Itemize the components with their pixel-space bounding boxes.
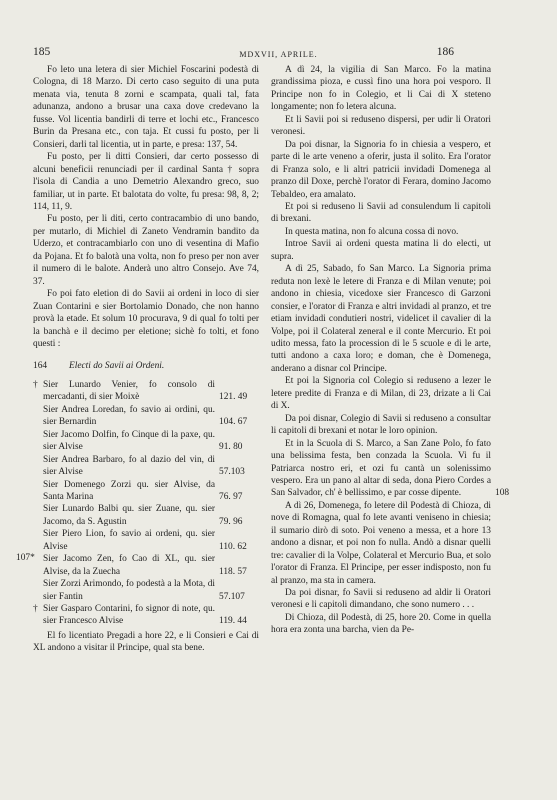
paragraph: Fo leto una letera di sier Michiel Foscarini podestà di Cologna, di 18 Marzo. Di certo caso seguito di una puta menata via, tenuta 8 zorni e scampata, quali tal, fata adunanza, andono a brusar una caxa dove credevano la fusse. Vol licentia bandirli di terre et lochi etc., Francesco Burin da Presana etc., con taja. Et cussi fu posto, per li Consieri, darli tal licentia, ut in parte, e presa: 137, 54. (33, 65, 259, 150)
election-entry (33, 479, 259, 504)
vote-count: 91. 80 (219, 442, 243, 453)
dagger-mark: † (33, 379, 38, 390)
section-title: Electi do Savii ai Ordeni. (69, 361, 165, 372)
election-entry (33, 578, 259, 603)
election-entry (33, 404, 259, 429)
margin-mark-right: 108 (495, 488, 510, 498)
vote-count: 119. 44 (219, 616, 247, 627)
candidate-name: Sier Andrea Barbaro, fo al dazio del vin, di sier Alvise (43, 454, 215, 478)
vote-count: 79. 96 (219, 516, 243, 527)
candidate-name: Sier Lunardo Venier, fo consolo di mercadanti, di sier Moixè (43, 379, 215, 403)
candidate-name: Sier Jacomo Zen, fo Cao di XL, qu. sier Alvise, da la Zuecha (43, 554, 215, 577)
section-heading (33, 360, 259, 372)
election-entry (33, 454, 259, 479)
paragraph: Fu posto, per li diti, certo contracambio di uno bando, per mutarlo, di Michiel di Zaneto Vendramin bandito da Uderzo, et contracambiarlo con uno di vesentina di Mafio da Pojana. Et fo balotà una volta, non fo preso per non aver il numero di le balote. Anderà uno altro Consejo. Ave 74, 37. (33, 214, 259, 287)
vote-count: 118. 57 (219, 566, 247, 577)
paragraph: Da poi disnar, Colegio di Savii si reduseno a consultar li capitoli di brexani et notar le loro opinion. (271, 413, 491, 437)
election-list (33, 379, 259, 628)
candidate-name: Sier Zorzi Arimondo, fo podestà a la Mota, di sier Fantin (43, 579, 215, 602)
paragraph: Et li Savii poi si reduseno dispersi, per udir li Oratori veronesi. (271, 114, 491, 138)
vote-count: 76. 97 (219, 491, 243, 502)
paragraph: Et poi la Signoria col Colegio si reduseno a lezer le letere predite di Franza e di Milan, di 23, drizate a li Cai di X. (271, 376, 491, 412)
paragraph: Fo poi fato eletion di do Savii ai ordeni in loco di sier Zuan Contarini e sier Bortolamio Donado, che non hanno provà la etade. Et solum 10 procurava, 9 di qual fo tolti per la banchà e il decimo per eletione; sichè fo tolti, et fono questi : (33, 289, 259, 349)
candidate-name: Sier Gasparo Contarini, fo signor di note, qu. sier Francesco Alvise (43, 604, 215, 627)
paragraph: A dì 24, la vigilia di San Marco. Fo la matina grandissima pioza, e cussì fino una hora poi vesporo. Il Principe non fo in Colegio, et li Cai di X steteno longamente; non fo letera alcuna. (271, 65, 491, 113)
candidate-name: Sier Lunardo Balbi qu. sier Zuane, qu. sier Jacomo, da S. Agustin (43, 504, 215, 527)
dagger-mark: † (33, 604, 38, 615)
candidate-name: Sier Andrea Loredan, fo savio ai ordini, qu. sier Bernardin (43, 404, 215, 428)
election-entry (33, 528, 259, 553)
vote-count: 104. 67 (219, 417, 248, 428)
candidate-name: Sier Piero Lion, fo savio ai ordeni, qu. sier Alvise (43, 529, 215, 552)
vote-count: 57.103 (219, 467, 245, 478)
election-entry (33, 603, 259, 628)
vote-count: 121. 49 (219, 392, 248, 403)
election-entry (33, 503, 259, 528)
paragraph: El fo licentiato Pregadi a hore 22, e li Consieri e Cai di XL andono a visitar il Principe, qual sta bene. (33, 630, 259, 654)
election-entry (33, 379, 259, 404)
candidate-name: Sier Domenego Zorzi qu. sier Alvise, da Santa Marina (43, 479, 215, 502)
vote-count: 110. 62 (219, 541, 247, 552)
vote-count: 57.107 (219, 591, 245, 602)
right-column (271, 64, 491, 637)
paragraph: Et poi si reduseno li Savii ad consulendum li capitoli di brexani. (271, 201, 491, 225)
running-title: MDXVII, APRILE. (239, 50, 318, 59)
margin-mark-left: 107* (16, 553, 35, 563)
left-page-number: 185 (33, 46, 51, 58)
paragraph: Da poi disnar, fo Savii si reduseno ad aldir li Oratori veronesi e li capitoli dimandano, che sono numero . . . (271, 588, 491, 611)
candidate-name: Sier Jacomo Dolfin, fo Cinque di la paxe, qu. sier Alvise (43, 429, 215, 453)
left-column (33, 64, 259, 655)
right-page-number: 186 (436, 46, 454, 58)
paragraph: A dì 25, Sabado, fo San Marco. La Signoria prima reduta non lexè le letere di Franza e di Milan venute; poi andono in chiesia, vicedoxe sier Francesco di Garzoni consier, e l'orator di Franza e altri invidadi al pranzo, et tre etiam invidadi condutieri nostri, videlicet il cavalier di la Volpe, poi il Colateral zeneral e il conte Mercurio. Et poi udito messa, fato la procession di le 5 scuole e di le arte, tutti andono a caxa loro; e doman, che è Domenega, anderano a disnar col Principe. (271, 264, 491, 374)
election-entry (33, 553, 259, 578)
paragraph: Di Chioza, dil Podestà, di 25, hore 20. Come in quella hora era zonta una barcha, vien da Pe- (271, 612, 491, 636)
section-number: 164 (33, 361, 48, 372)
paragraph: In questa matina, non fo alcuna cossa di novo. (285, 226, 459, 237)
paragraph: Da poi disnar, la Signoria fo in chiesia a vespero, et parte di le arte veneno a oferir, justa il solito. Era l'orator di Franza solo, e li altri patricii invidadi Domenega al pranzo dil Doxe, perchè l'orator di Ferara, domino Jacomo Tebaldeo, era amalato. (271, 139, 491, 200)
paragraph: Introe Savii ai ordeni questa matina li do electi, ut supra. (271, 239, 491, 262)
election-entry (33, 429, 259, 454)
paragraph: Et in la Scuola di S. Marco, a San Zane Polo, fo fato una belissima festa, ben conzada la Scuola. Vi fu il Patriarca nostro eri, et ozi fu cantà un solenissimo vespero. Era un pano al altar di seda, dona Piero Cordes a San Salvador, ch' è bellissimo, e par cosse dipente. (271, 438, 491, 499)
paragraph: Fu posto, per li ditti Consieri, dar certo possesso di alcuni beneficii renunciadi per il cardinal Santa † sopra l'isola di Candia a uno Demetrio Alexandro greco, suo familiar, ut in parte. Et balotata do volte, fu presa: 98, 8, 2; 114, 11, 9. (33, 152, 259, 212)
paragraph: A dì 26, Domenega, fo letere dil Podestà di Chioza, di nove di Romagna, qual fo lete avanti veniseno in chiesia; il sumario dirò di soto. Poi veneno a messa, et a hore 13 andono a disnar, et poi non fo nulla. Andò a disnar quelli tre: cavalier di la Volpe, Colateral et Mercurio Bua, et solo l'orator di Franza. El Principe, per esser indisposto, non fu al pranzo, ma sta in camera. (271, 500, 491, 586)
